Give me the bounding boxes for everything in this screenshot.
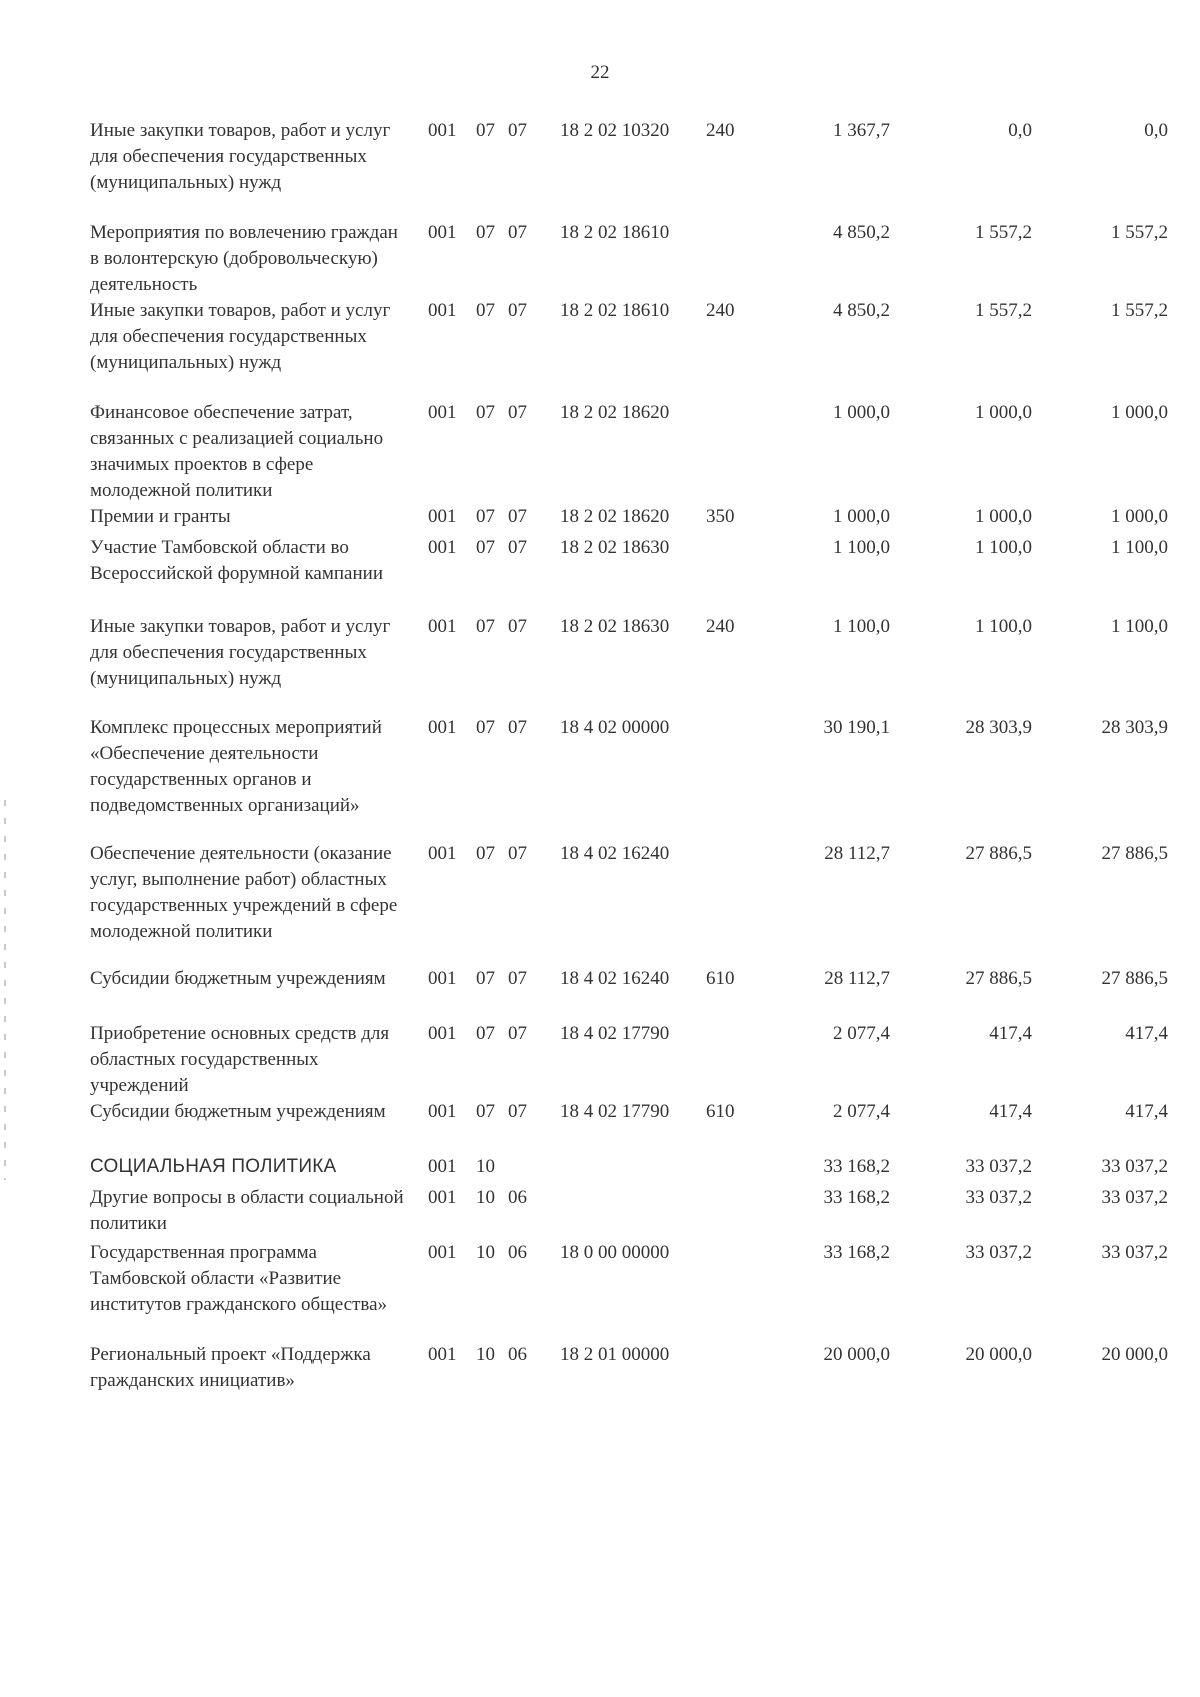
amount-year-3: 1 100,0 bbox=[1111, 616, 1168, 637]
scan-edge-marks bbox=[4, 800, 6, 1180]
amount-year-1: 1 000,0 bbox=[833, 506, 890, 527]
amount-year-2: 20 000,0 bbox=[965, 1344, 1032, 1365]
amount-year-3: 33 037,2 bbox=[1101, 1187, 1168, 1208]
target-article-code: 18 2 02 18610 bbox=[560, 300, 670, 321]
amount-year-1: 1 367,7 bbox=[833, 120, 890, 141]
section-code: 10 bbox=[476, 1187, 495, 1208]
ved-code: 001 bbox=[428, 120, 457, 141]
target-article-code: 18 2 02 18620 bbox=[560, 506, 670, 527]
row-name: Государственная программа Тамбовской области «Развитие институтов гражданского общества» bbox=[90, 1242, 388, 1315]
subsection-code: 07 bbox=[508, 1023, 527, 1044]
row-name: Мероприятия по вовлечению граждан в волонтерскую (добровольческую) деятельность bbox=[90, 222, 398, 295]
subsection-code: 07 bbox=[508, 506, 527, 527]
amount-year-2: 28 303,9 bbox=[965, 717, 1032, 738]
ved-code: 001 bbox=[428, 616, 457, 637]
amount-year-1: 1 000,0 bbox=[833, 402, 890, 423]
expense-type-code: 240 bbox=[706, 120, 735, 141]
subsection-code: 06 bbox=[508, 1344, 527, 1365]
expense-type-code: 240 bbox=[706, 300, 735, 321]
row-name: Иные закупки товаров, работ и услуг для обеспечения государственных (муниципальных) нужд bbox=[90, 616, 391, 689]
amount-year-1: 4 850,2 bbox=[833, 300, 890, 321]
section-code: 07 bbox=[476, 616, 495, 637]
target-article-code: 18 2 02 10320 bbox=[560, 120, 670, 141]
row-name: Иные закупки товаров, работ и услуг для обеспечения государственных (муниципальных) нужд bbox=[90, 120, 391, 193]
ved-code: 001 bbox=[428, 1242, 457, 1263]
subsection-code: 07 bbox=[508, 222, 527, 243]
ved-code: 001 bbox=[428, 537, 457, 558]
ved-code: 001 bbox=[428, 222, 457, 243]
amount-year-2: 33 037,2 bbox=[965, 1156, 1032, 1177]
amount-year-2: 417,4 bbox=[989, 1023, 1032, 1044]
subsection-code: 07 bbox=[508, 1101, 527, 1122]
amount-year-3: 20 000,0 bbox=[1101, 1344, 1168, 1365]
target-article-code: 18 2 02 18630 bbox=[560, 616, 670, 637]
ved-code: 001 bbox=[428, 1101, 457, 1122]
row-name: Субсидии бюджетным учреждениям bbox=[90, 1101, 386, 1122]
row-name: Региональный проект «Поддержка гражданских инициатив» bbox=[90, 1344, 371, 1391]
amount-year-1: 30 190,1 bbox=[823, 717, 890, 738]
subsection-code: 07 bbox=[508, 120, 527, 141]
amount-year-1: 2 077,4 bbox=[833, 1023, 890, 1044]
ved-code: 001 bbox=[428, 1156, 457, 1177]
amount-year-3: 417,4 bbox=[1125, 1023, 1168, 1044]
amount-year-1: 33 168,2 bbox=[823, 1156, 890, 1177]
target-article-code: 18 4 02 17790 bbox=[560, 1101, 670, 1122]
amount-year-1: 1 100,0 bbox=[833, 616, 890, 637]
section-code: 07 bbox=[476, 968, 495, 989]
section-code: 07 bbox=[476, 402, 495, 423]
target-article-code: 18 2 02 18620 bbox=[560, 402, 670, 423]
row-name: Обеспечение деятельности (оказание услуг, выполнение работ) областных государственных учреждений в сфере молодежной политики bbox=[90, 843, 398, 942]
subsection-code: 07 bbox=[508, 300, 527, 321]
target-article-code: 18 2 02 18610 bbox=[560, 222, 670, 243]
section-code: 10 bbox=[476, 1156, 495, 1177]
ved-code: 001 bbox=[428, 1187, 457, 1208]
amount-year-3: 1 100,0 bbox=[1111, 537, 1168, 558]
section-code: 07 bbox=[476, 120, 495, 141]
target-article-code: 18 4 02 16240 bbox=[560, 843, 670, 864]
amount-year-2: 27 886,5 bbox=[965, 843, 1032, 864]
expense-type-code: 350 bbox=[706, 506, 735, 527]
section-code: 10 bbox=[476, 1242, 495, 1263]
subsection-code: 07 bbox=[508, 968, 527, 989]
amount-year-1: 1 100,0 bbox=[833, 537, 890, 558]
section-code: 07 bbox=[476, 843, 495, 864]
amount-year-1: 20 000,0 bbox=[823, 1344, 890, 1365]
ved-code: 001 bbox=[428, 402, 457, 423]
expense-type-code: 240 bbox=[706, 616, 735, 637]
amount-year-3: 27 886,5 bbox=[1101, 843, 1168, 864]
subsection-code: 07 bbox=[508, 616, 527, 637]
subsection-code: 07 bbox=[508, 537, 527, 558]
amount-year-2: 1 557,2 bbox=[975, 300, 1032, 321]
row-name: Другие вопросы в области социальной политики bbox=[90, 1187, 404, 1234]
amount-year-2: 1 100,0 bbox=[975, 616, 1032, 637]
subsection-code: 07 bbox=[508, 843, 527, 864]
amount-year-1: 33 168,2 bbox=[823, 1242, 890, 1263]
expense-type-code: 610 bbox=[706, 1101, 735, 1122]
amount-year-2: 33 037,2 bbox=[965, 1187, 1032, 1208]
amount-year-2: 1 557,2 bbox=[975, 222, 1032, 243]
row-name: Участие Тамбовской области во Всероссийской форумной кампании bbox=[90, 537, 383, 584]
section-code: 07 bbox=[476, 506, 495, 527]
amount-year-1: 28 112,7 bbox=[824, 968, 890, 989]
amount-year-3: 1 557,2 bbox=[1111, 222, 1168, 243]
amount-year-3: 1 000,0 bbox=[1111, 402, 1168, 423]
row-name: Финансовое обеспечение затрат, связанных с реализацией социально значимых проектов в сфере молодежной политики bbox=[90, 402, 384, 501]
ved-code: 001 bbox=[428, 843, 457, 864]
row-name: Приобретение основных средств для областных государственных учреждений bbox=[90, 1023, 390, 1096]
amount-year-3: 28 303,9 bbox=[1101, 717, 1168, 738]
amount-year-1: 28 112,7 bbox=[824, 843, 890, 864]
subsection-code: 06 bbox=[508, 1242, 527, 1263]
section-code: 07 bbox=[476, 222, 495, 243]
ved-code: 001 bbox=[428, 968, 457, 989]
expense-type-code: 610 bbox=[706, 968, 735, 989]
amount-year-2: 0,0 bbox=[1008, 120, 1032, 141]
amount-year-2: 417,4 bbox=[989, 1101, 1032, 1122]
page-number: 22 bbox=[590, 62, 610, 83]
subsection-code: 07 bbox=[508, 402, 527, 423]
amount-year-1: 4 850,2 bbox=[833, 222, 890, 243]
amount-year-3: 417,4 bbox=[1125, 1101, 1168, 1122]
amount-year-3: 0,0 bbox=[1144, 120, 1168, 141]
section-code: 07 bbox=[476, 300, 495, 321]
target-article-code: 18 2 01 00000 bbox=[560, 1344, 670, 1365]
section-code: 10 bbox=[476, 1344, 495, 1365]
row-name: Иные закупки товаров, работ и услуг для обеспечения государственных (муниципальных) нужд bbox=[90, 300, 391, 373]
amount-year-1: 2 077,4 bbox=[833, 1101, 890, 1122]
amount-year-3: 1 557,2 bbox=[1111, 300, 1168, 321]
row-name: СОЦИАЛЬНАЯ ПОЛИТИКА bbox=[90, 1156, 337, 1177]
ved-code: 001 bbox=[428, 1344, 457, 1365]
amount-year-2: 1 000,0 bbox=[975, 402, 1032, 423]
amount-year-2: 1 100,0 bbox=[975, 537, 1032, 558]
ved-code: 001 bbox=[428, 300, 457, 321]
target-article-code: 18 4 02 16240 bbox=[560, 968, 670, 989]
amount-year-3: 27 886,5 bbox=[1101, 968, 1168, 989]
ved-code: 001 bbox=[428, 1023, 457, 1044]
section-code: 07 bbox=[476, 537, 495, 558]
amount-year-3: 33 037,2 bbox=[1101, 1156, 1168, 1177]
amount-year-3: 33 037,2 bbox=[1101, 1242, 1168, 1263]
section-code: 07 bbox=[476, 717, 495, 738]
target-article-code: 18 4 02 00000 bbox=[560, 717, 670, 738]
amount-year-2: 33 037,2 bbox=[965, 1242, 1032, 1263]
row-name: Комплекс процессных мероприятий «Обеспечение деятельности государственных органов и подведомственных организаций» bbox=[90, 717, 382, 816]
subsection-code: 07 bbox=[508, 717, 527, 738]
ved-code: 001 bbox=[428, 717, 457, 738]
ved-code: 001 bbox=[428, 506, 457, 527]
target-article-code: 18 2 02 18630 bbox=[560, 537, 670, 558]
amount-year-2: 1 000,0 bbox=[975, 506, 1032, 527]
target-article-code: 18 0 00 00000 bbox=[560, 1242, 670, 1263]
section-code: 07 bbox=[476, 1101, 495, 1122]
section-code: 07 bbox=[476, 1023, 495, 1044]
amount-year-2: 27 886,5 bbox=[965, 968, 1032, 989]
target-article-code: 18 4 02 17790 bbox=[560, 1023, 670, 1044]
amount-year-3: 1 000,0 bbox=[1111, 506, 1168, 527]
subsection-code: 06 bbox=[508, 1187, 527, 1208]
row-name: Премии и гранты bbox=[90, 506, 231, 527]
row-name: Субсидии бюджетным учреждениям bbox=[90, 968, 386, 989]
amount-year-1: 33 168,2 bbox=[823, 1187, 890, 1208]
